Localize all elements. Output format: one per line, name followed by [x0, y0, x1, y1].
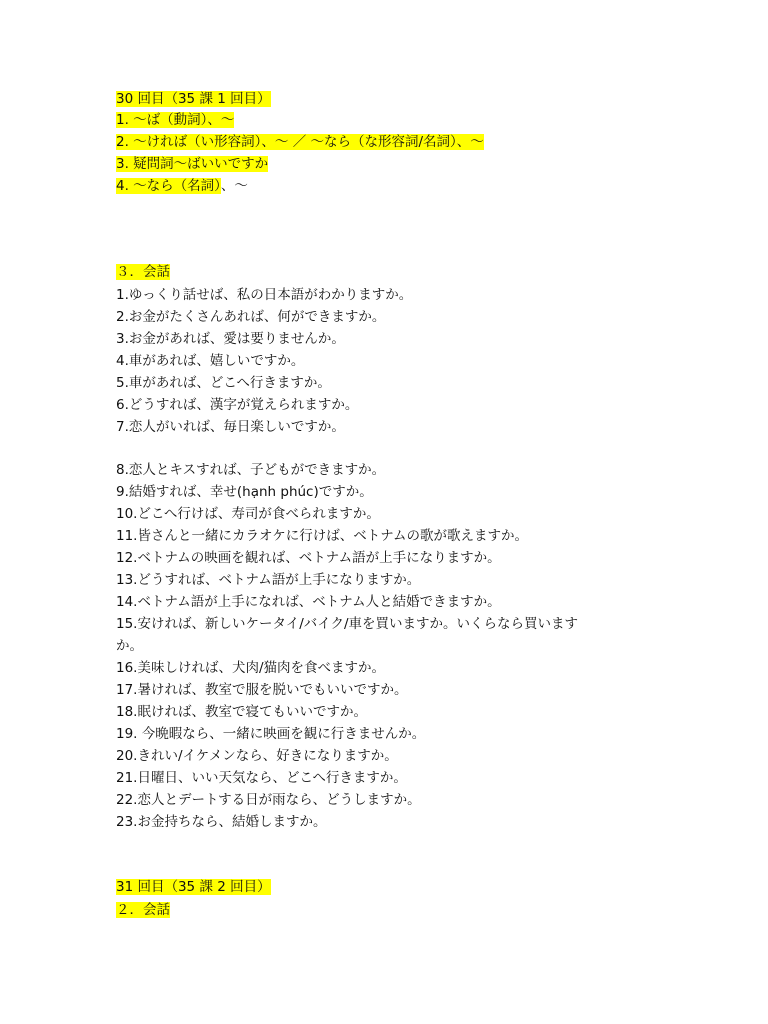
list-item: 7.恋人がいれば、毎日楽しいですか。	[116, 419, 345, 435]
section-2-title-text: ２．会話	[116, 902, 170, 918]
list-item: 23.お金持ちなら、結婚しますか。	[116, 814, 327, 830]
grammar-item-1	[116, 111, 234, 129]
list-item: 5.車があれば、どこへ行きますか。	[116, 375, 331, 391]
list-item: 21.日曜日、いい天気なら、どこへ行きますか。	[116, 770, 407, 786]
list-item: 19. 今晩暇なら、一緒に映画を観に行きませんか。	[116, 726, 426, 742]
grammar-item-3-text: 3. 疑問詞～ばいいですか	[116, 156, 269, 172]
grammar-item-4	[116, 177, 248, 195]
list-item: 17.暑ければ、教室で服を脱いでもいいですか。	[116, 682, 408, 698]
grammar-item-2	[116, 133, 484, 151]
section-3-title	[116, 263, 170, 281]
list-item: 6.どうすれば、漢字が覚えられますか。	[116, 397, 359, 413]
section-3-title-text: ３．会話	[116, 264, 170, 280]
session-31-title	[116, 878, 271, 896]
list-item-continued: か。	[116, 638, 143, 654]
grammar-item-4-tail: 、～	[220, 178, 248, 194]
list-item: 4.車があれば、嬉しいですか。	[116, 353, 305, 369]
list-item: 15.安ければ、新しいケータイ/バイク/車を買いますか。いくらなら買います	[116, 616, 579, 632]
grammar-item-3	[116, 155, 268, 173]
list-item: 1.ゆっくり話せば、私の日本語がわかりますか。	[116, 287, 413, 303]
grammar-item-4-text: 4. ～なら（名詞）	[116, 178, 221, 194]
list-item: 14.ベトナム語が上手になれば、ベトナム人と結婚できますか。	[116, 594, 501, 610]
list-item: 11.皆さんと一緒にカラオケに行けば、ベトナムの歌が歌えますか。	[116, 528, 529, 544]
grammar-item-1-text: 1. ～ば（動詞）、～	[116, 112, 235, 128]
session-31-title-text: 31 回目（35 課 2 回目）	[116, 879, 271, 895]
section-2-title	[116, 901, 170, 919]
list-item: 3.お金があれば、愛は要りませんか。	[116, 331, 345, 347]
list-item: 16.美味しければ、犬肉/猫肉を食べますか。	[116, 660, 386, 676]
list-item: 18.眠ければ、教室で寝てもいいですか。	[116, 704, 367, 720]
list-item: 10.どこへ行けば、寿司が食べられますか。	[116, 506, 380, 522]
list-item: 9.結婚すれば、幸せ(hạnh phúc)ですか。	[116, 484, 373, 500]
list-item: 2.お金がたくさんあれば、何ができますか。	[116, 309, 386, 325]
session-30-title-text: 30 回目（35 課 1 回目）	[116, 91, 271, 107]
list-item: 8.恋人とキスすれば、子どもができますか。	[116, 462, 386, 478]
list-item: 12.ベトナムの映画を観れば、ベトナム語が上手になりますか。	[116, 550, 501, 566]
grammar-item-2-text: 2. ～ければ（い形容詞）、～ ／ ～なら（な形容詞/名詞）、～	[116, 134, 484, 150]
session-30-title	[116, 90, 271, 108]
list-item: 22.恋人とデートする日が雨なら、どうしますか。	[116, 792, 421, 808]
list-item: 20.きれい/イケメンなら、好きになりますか。	[116, 748, 398, 764]
list-item: 13.どうすれば、ベトナム語が上手になりますか。	[116, 572, 421, 588]
